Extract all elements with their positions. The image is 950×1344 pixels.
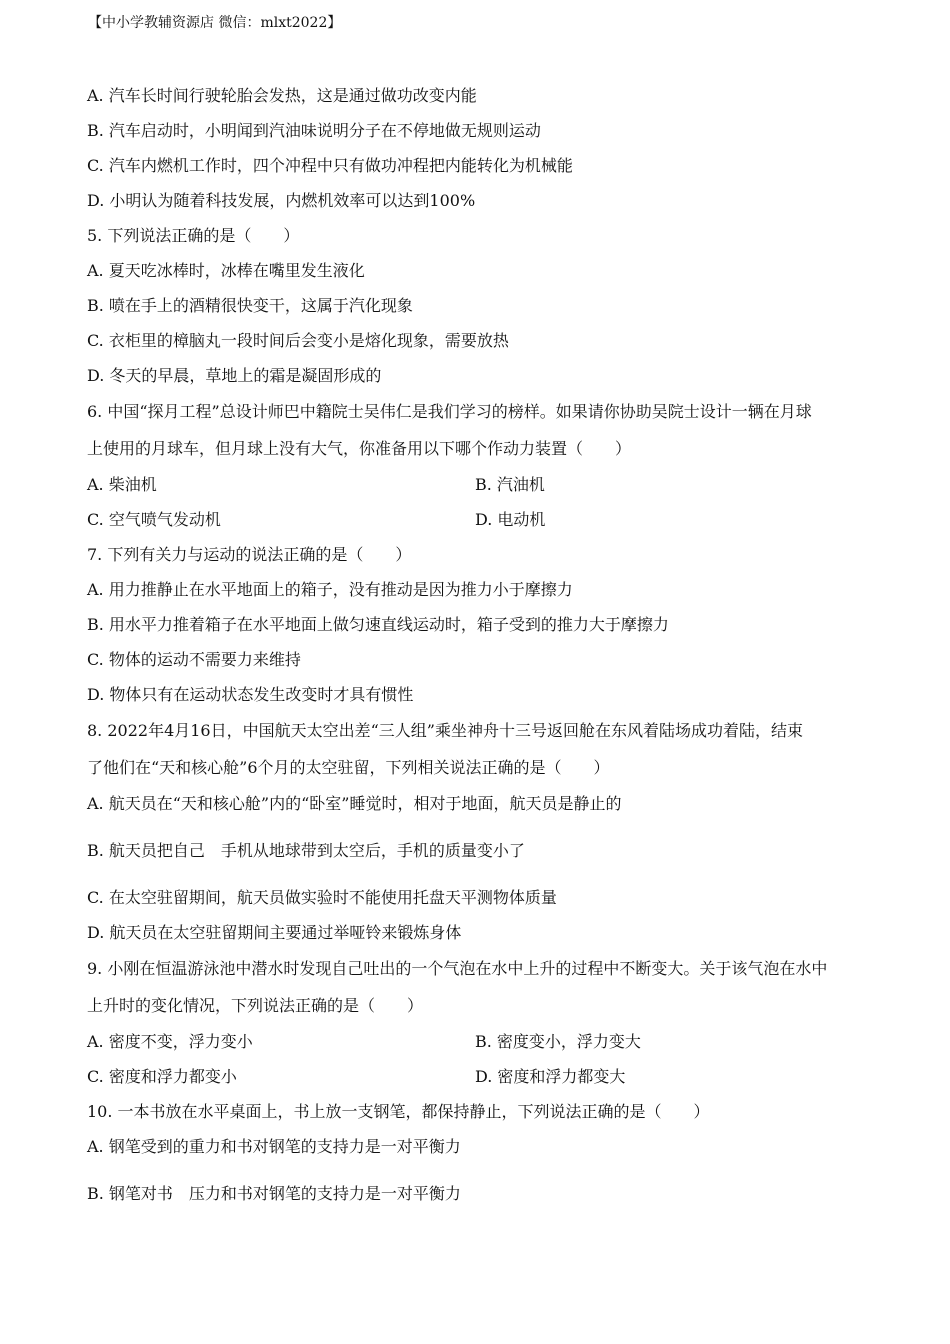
q6-option-b: B. 汽油机	[475, 475, 545, 494]
q9-option-d: D. 密度和浮力都变大	[475, 1067, 626, 1086]
q6-option-a: A. 柴油机	[87, 475, 157, 494]
q5-option-d: D. 冬天的早晨，草地上的霜是凝固形成的	[87, 366, 382, 385]
q8-stem-line1: 8. 2022年4月16日，中国航天太空出差“三人组”乘坐神舟十三号返回舱在东风着陆场成功着陆，结束	[87, 721, 803, 740]
q8-option-c: C. 在太空驻留期间，航天员做实验时不能使用托盘天平测物体质量	[87, 888, 557, 907]
q7-stem: 7. 下列有关力与运动的说法正确的是（ ）	[87, 545, 412, 564]
q8-option-a: A. 航天员在“天和核心舱”内的“卧室”睡觉时，相对于地面，航天员是静止的	[87, 794, 622, 813]
q6-stem-line2: 上使用的月球车，但月球上没有大气，你准备用以下哪个作动力装置（ ）	[87, 439, 632, 458]
q7-option-a: A. 用力推静止在水平地面上的箱子，没有推动是因为推力小于摩擦力	[87, 580, 573, 599]
q8-stem-line2: 了他们在“天和核心舱”6个月的太空驻留，下列相关说法正确的是（ ）	[87, 758, 610, 777]
q10-stem: 10. 一本书放在水平桌面上，书上放一支钢笔，都保持静止，下列说法正确的是（ ）	[87, 1102, 710, 1121]
q5-option-b: B. 喷在手上的酒精很快变干，这属于汽化现象	[87, 296, 413, 315]
q5-option-c: C. 衣柜里的樟脑丸一段时间后会变小是熔化现象，需要放热	[87, 331, 509, 350]
q7-option-c: C. 物体的运动不需要力来维持	[87, 650, 301, 669]
q9-stem-line2: 上升时的变化情况，下列说法正确的是（ ）	[87, 996, 424, 1015]
question-document	[87, 78, 867, 1211]
q10-option-b: B. 钢笔对书 压力和书对钢笔的支持力是一对平衡力	[87, 1184, 461, 1203]
q6-options-row2	[87, 502, 867, 537]
q4-option-b: B. 汽车启动时，小明闻到汽油味说明分子在不停地做无规则运动	[87, 121, 541, 140]
page-header-watermark: 【中小学教辅资源店 微信：mlxt2022】	[88, 15, 342, 31]
q6-options-row1	[87, 467, 867, 502]
q4-option-d: D. 小明认为随着科技发展，内燃机效率可以达到100%	[87, 191, 476, 210]
q9-stem-line1: 9. 小刚在恒温游泳池中潜水时发现自己吐出的一个气泡在水中上升的过程中不断变大。关于该气泡在水中	[87, 959, 828, 978]
q9-options-row2	[87, 1059, 867, 1094]
q9-option-b: B. 密度变小，浮力变大	[475, 1032, 641, 1051]
q9-option-c: C. 密度和浮力都变小	[87, 1067, 237, 1086]
q6-option-d: D. 电动机	[475, 510, 546, 529]
q7-option-b: B. 用水平力推着箱子在水平地面上做匀速直线运动时，箱子受到的推力大于摩擦力	[87, 615, 669, 634]
q8-option-d: D. 航天员在太空驻留期间主要通过举哑铃来锻炼身体	[87, 923, 462, 942]
q9-options-row1	[87, 1024, 867, 1059]
q5-stem: 5. 下列说法正确的是（ ）	[87, 226, 300, 245]
q6-stem-line1: 6. 中国“探月工程”总设计师巴中籍院士吴伟仁是我们学习的榜样。如果请你协助吴院士设计一辆在月球	[87, 402, 812, 421]
q7-option-d: D. 物体只有在运动状态发生改变时才具有惯性	[87, 685, 414, 704]
q5-option-a: A. 夏天吃冰棒时，冰棒在嘴里发生液化	[87, 261, 365, 280]
q4-option-c: C. 汽车内燃机工作时，四个冲程中只有做功冲程把内能转化为机械能	[87, 156, 573, 175]
q10-option-a: A. 钢笔受到的重力和书对钢笔的支持力是一对平衡力	[87, 1137, 461, 1156]
q8-option-b: B. 航天员把自己 手机从地球带到太空后，手机的质量变小了	[87, 841, 525, 860]
q4-option-a: A. 汽车长时间行驶轮胎会发热，这是通过做功改变内能	[87, 86, 477, 105]
q9-option-a: A. 密度不变，浮力变小	[87, 1032, 253, 1051]
q6-option-c: C. 空气喷气发动机	[87, 510, 221, 529]
